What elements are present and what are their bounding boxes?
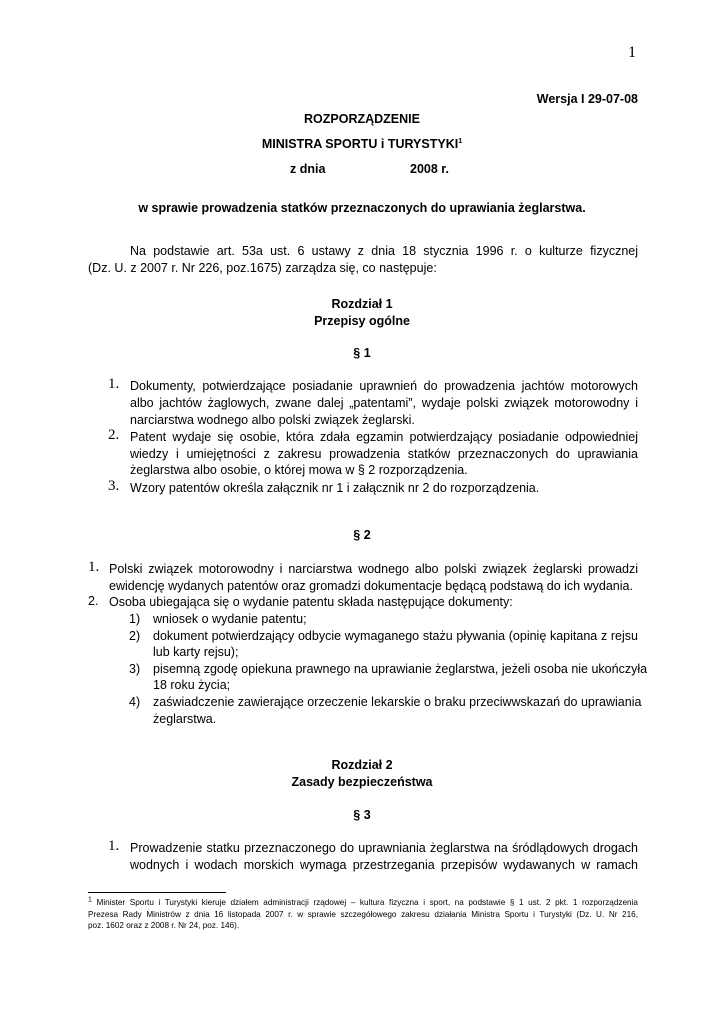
document-title: ROZPORZĄDZENIE	[304, 112, 420, 126]
footnote-mark: 1	[88, 896, 92, 904]
footnote-line-1	[88, 897, 638, 909]
paragraph-2-title: § 2	[353, 528, 371, 542]
par3-item-1-line-2: wodnych i wodach morskich wymaga przestrzegania przepisów wydawanych w ramach	[130, 858, 638, 872]
footnote	[88, 897, 638, 932]
issuer-text: MINISTRA SPORTU i TURYSTYKI	[261, 137, 459, 151]
par2-subitem-3-line-2: 18 roku życia;	[153, 678, 231, 692]
chapter-2-title: Rozdział 2	[331, 758, 393, 772]
par2-subitem-3-number: 3)	[129, 662, 141, 676]
par1-item-1-line-2: albo jachtów żaglowych, zwane dalej „patentami”, wydaje polski związek motorowodny i	[130, 396, 638, 410]
par1-item-3-number: 3.	[108, 478, 120, 494]
par2-subitem-1-line-1: wniosek o wydanie patentu;	[153, 612, 307, 626]
par2-subitem-4-line-1: zaświadczenie zawierające orzeczenie lekarskie o braku przeciwwskazań do uprawiania	[153, 695, 642, 709]
par1-item-2-line-3: żeglarstwa albo osobie, o której mowa w § 2 rozporządzenia.	[130, 463, 468, 477]
issuer	[0, 137, 724, 151]
par2-item-2-text: Osoba ubiegająca się o wydanie patentu składa następujące dokumenty:	[109, 595, 513, 609]
par2-subitem-3-line-1: pisemną zgodę opiekuna prawnego na uprawianie żeglarstwa, jeżeli osoba nie ukończyła	[153, 662, 648, 676]
subject-line: w sprawie prowadzenia statków przeznaczonych do uprawiania żeglarstwa.	[138, 201, 586, 215]
version-label: Wersja I 29-07-08	[536, 92, 638, 106]
footnote-ref: 1	[458, 137, 463, 145]
par2-item-1-number: 1.	[88, 559, 100, 575]
par2-subitem-2-line-2: lub karty rejsu);	[153, 645, 239, 659]
par3-item-1-number: 1.	[108, 838, 120, 854]
par1-item-2-number: 2.	[108, 427, 120, 443]
preamble-line-1: Na podstawie art. 53a ust. 6 ustawy z dnia 18 stycznia 1996 r. o kulturze fizycznej	[130, 244, 638, 258]
par1-item-1-number: 1.	[108, 376, 120, 392]
chapter-1-name: Przepisy ogólne	[314, 314, 410, 328]
chapter-2-name: Zasady bezpieczeństwa	[291, 775, 433, 789]
par1-item-2-line-2: wiedzy i umiejętności z zakresu prowadzenia statków przeznaczonych do uprawiania	[130, 447, 638, 461]
footnote-text-1: Minister Sportu i Turystyki kieruje działem administracji rządowej – kultura fizyczna i sport, na podstawie § 1 ust. 2 pkt. 1 rozporządzenia	[96, 898, 638, 907]
footnote-separator	[88, 892, 226, 893]
par2-subitem-2-number: 2)	[129, 629, 141, 643]
par2-item-1-line-2: ewidencję wydanych patentów oraz gromadzi dokumentacje będącą podstawą do ich wydania.	[109, 579, 633, 593]
par1-item-1-line-3: narciarstwa wodnego albo polski związek żeglarski.	[130, 413, 415, 427]
date-prefix: z dnia	[290, 162, 326, 176]
par2-item-2-number: 2.	[88, 594, 99, 608]
paragraph-1-title: § 1	[353, 346, 371, 360]
chapter-1-title: Rozdział 1	[331, 297, 393, 311]
par1-item-1-line-1: Dokumenty, potwierdzające posiadanie uprawnień do prowadzenia jachtów motorowych	[130, 379, 638, 393]
footnote-line-2: Prezesa Rady Ministrów z dnia 16 listopada 2007 r. w sprawie szczegółowego zakresu działania Ministra Sportu i Turystyki (Dz. U. Nr 216,	[88, 909, 638, 919]
par1-item-3-line-1: Wzory patentów określa załącznik nr 1 i załącznik nr 2 do rozporządzenia.	[130, 481, 540, 495]
par2-subitem-4-line-2: żeglarstwa.	[153, 712, 217, 726]
par3-item-1-line-1: Prowadzenie statku przeznaczonego do uprawniania żeglarstwa na śródlądowych drogach	[130, 841, 638, 855]
par1-item-2-line-1: Patent wydaje się osobie, która zdała egzamin potwierdzający posiadanie odpowiedniej	[130, 430, 638, 444]
page-number: 1	[628, 44, 636, 61]
preamble-line-2: (Dz. U. z 2007 r. Nr 226, poz.1675) zarządza się, co następuje:	[88, 261, 437, 275]
date-year: 2008 r.	[410, 162, 449, 176]
par2-subitem-2-line-1: dokument potwierdzający odbycie wymaganego stażu pływania (opinię kapitana z rejsu	[153, 629, 638, 643]
par2-subitem-4-number: 4)	[129, 695, 141, 709]
footnote-line-3: poz. 1602 oraz z 2008 r. Nr 24, poz. 146).	[88, 921, 240, 930]
paragraph-3-title: § 3	[353, 808, 371, 822]
par2-item-1-line-1: Polski związek motorowodny i narciarstwa wodnego albo polski związek żeglarski prowadzi	[109, 562, 638, 576]
par2-subitem-1-number: 1)	[129, 612, 141, 626]
